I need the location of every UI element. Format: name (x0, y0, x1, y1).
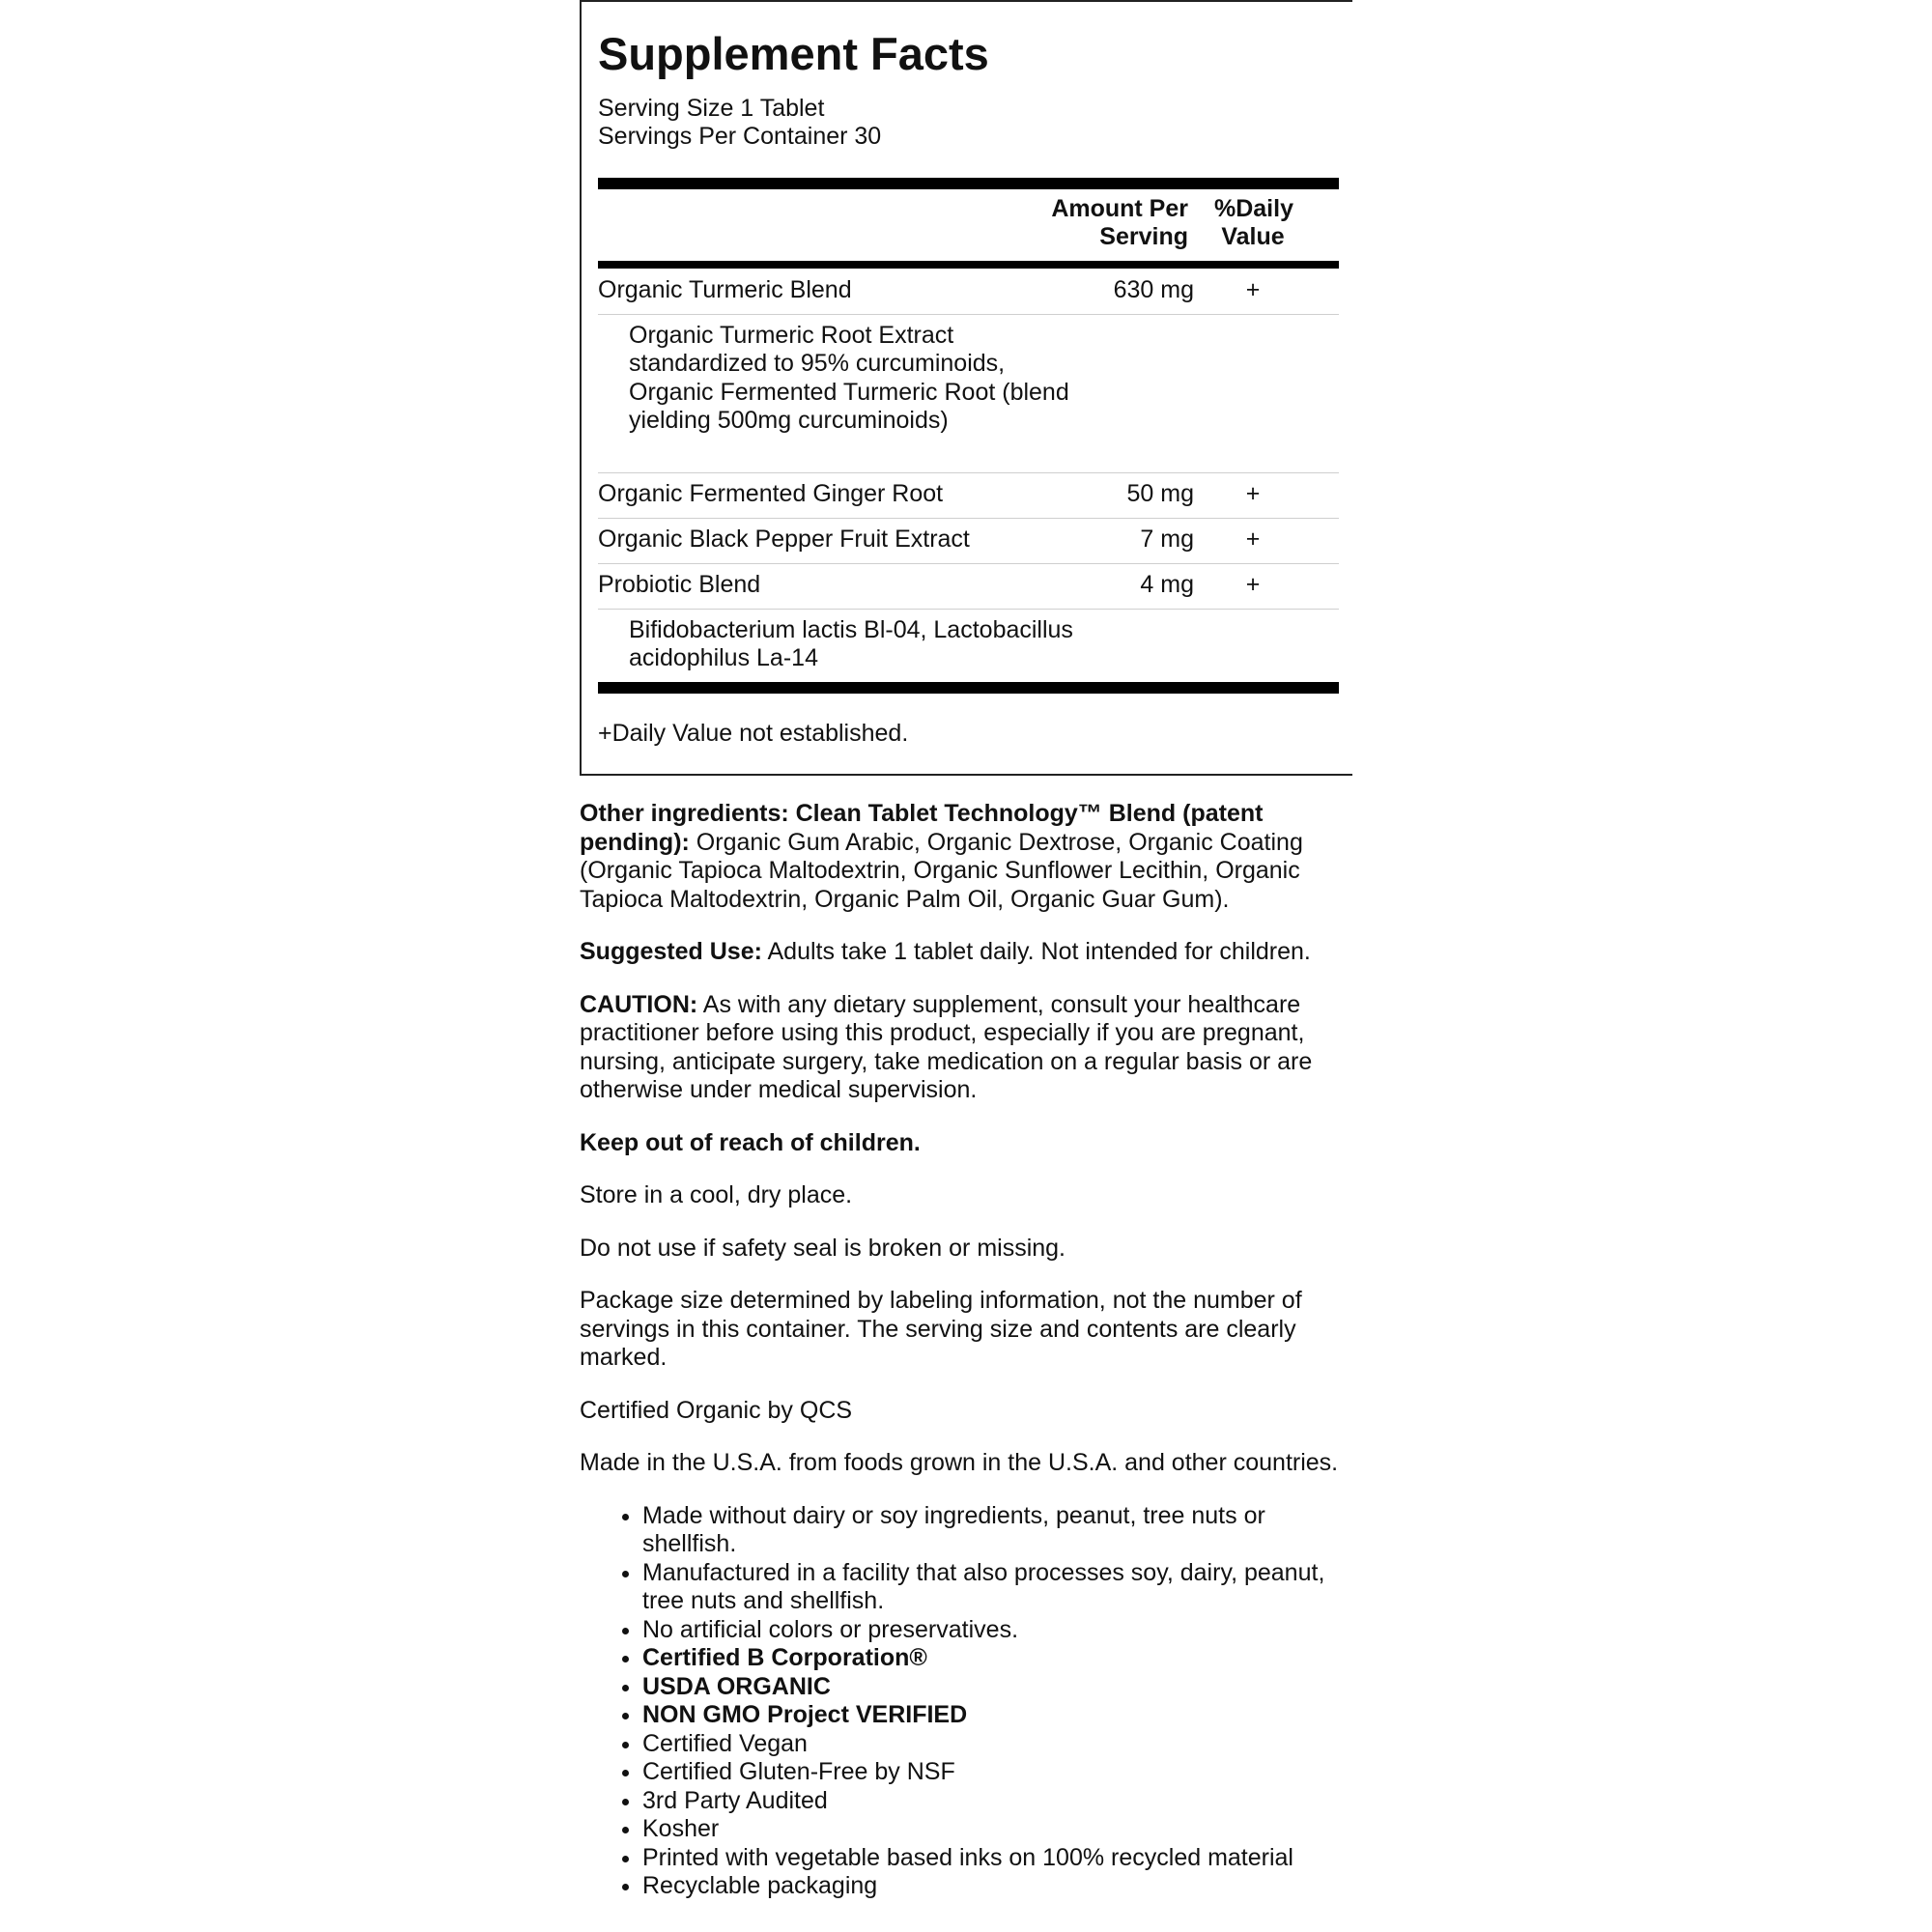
safety-seal-note: Do not use if safety seal is broken or missing. (580, 1234, 1066, 1262)
keep-out-warning: Keep out of reach of children. (580, 1128, 921, 1156)
row-divider (598, 518, 1339, 519)
header-divider (598, 261, 1339, 269)
row-divider (598, 609, 1339, 610)
organic-certification: Certified Organic by QCS (580, 1396, 853, 1424)
ingredient-name: Organic Fermented Ginger Root (598, 480, 944, 507)
list-item: • NON GMO Project VERIFIED (642, 1701, 1352, 1730)
label-text (580, 800, 1352, 1901)
list-item: • Certified Gluten-Free by NSF (642, 1758, 1352, 1787)
ingredient-name: Probiotic Blend (598, 571, 761, 598)
turmeric-blend-components: Organic Turmeric Root Extract standardized to 95% curcuminoids, Organic Fermented Turmeric Root (blend yielding 500mg curcuminoids) (629, 322, 1069, 435)
ingredient-dv: + (1245, 480, 1261, 507)
row-divider (598, 563, 1339, 564)
ingredient-dv: + (1245, 526, 1261, 553)
list-item: • No artificial colors or preservatives. (642, 1616, 1352, 1645)
ingredient-dv: + (1245, 571, 1261, 598)
storage-instructions: Store in a cool, dry place. (580, 1181, 853, 1208)
list-item: • Recyclable packaging (642, 1872, 1352, 1901)
list-item: • Certified B Corporation® (642, 1644, 1352, 1673)
row-divider (598, 314, 1339, 315)
origin-statement: Made in the U.S.A. from foods grown in the U.S.A. and other countries. (580, 1449, 1339, 1476)
servings-per-container: Servings Per Container 30 (598, 123, 882, 150)
row-divider (598, 472, 1339, 473)
package-size-note: Package size determined by labeling information, not the number of servings in this container. The serving size and contents are clearly marked. (580, 1287, 1302, 1371)
ingredient-name: Organic Black Pepper Fruit Extract (598, 526, 970, 553)
list-item: • Printed with vegetable based inks on 100% recycled material (642, 1844, 1352, 1873)
list-item: • Kosher (642, 1815, 1352, 1844)
daily-value-header: %Daily Value (1214, 195, 1293, 250)
serving-size: Serving Size 1 Tablet (598, 95, 825, 122)
probiotic-blend-components: Bifidobacterium lactis Bl-04, Lactobacillus acidophilus La-14 (629, 616, 1073, 672)
suggested-use: Suggested Use: Adults take 1 tablet daily. Not intended for children. (580, 938, 1311, 965)
ingredient-dv: + (1245, 276, 1261, 303)
supplement-facts-panel (580, 0, 1352, 776)
facts-title: Supplement Facts (598, 28, 989, 79)
other-ingredients: Other ingredients: Clean Tablet Technology™ Blend (patent pending): Organic Gum Arabic, Organic Dextrose, Organic Coating (Organic Tapioca Maltodextrin, Organic Sunflower Lecithin, Organic Tapioca Maltodextrin, Organic Palm Oil, Organic Guar Gum). (580, 800, 1303, 913)
list-item: • Manufactured in a facility that also processes soy, dairy, peanut, tree nuts and shellfish. (642, 1559, 1352, 1616)
list-item: • Made without dairy or soy ingredients, peanut, tree nuts or shellfish. (642, 1502, 1352, 1559)
thick-divider (598, 178, 1339, 189)
ingredient-amount: 7 mg (1140, 526, 1194, 553)
daily-value-footnote: +Daily Value not established. (598, 720, 909, 747)
list-item: • 3rd Party Audited (642, 1787, 1352, 1816)
list-item: • Certified Vegan (642, 1730, 1352, 1759)
caution: CAUTION: As with any dietary supplement, consult your healthcare practitioner before using this product, especially if you are pregnant, nursing, anticipate surgery, take medication on a regular basis or are otherwise under medical supervision. (580, 990, 1313, 1103)
amount-per-serving-header: Amount Per Serving (1051, 195, 1188, 250)
list-item: • USDA ORGANIC (642, 1673, 1352, 1702)
ingredient-amount: 630 mg (1113, 276, 1194, 303)
ingredient-name: Organic Turmeric Blend (598, 276, 852, 303)
claims-list (580, 1502, 1352, 1901)
bottom-thick-divider (598, 682, 1339, 694)
ingredient-amount: 50 mg (1126, 480, 1194, 507)
ingredient-amount: 4 mg (1140, 571, 1194, 598)
